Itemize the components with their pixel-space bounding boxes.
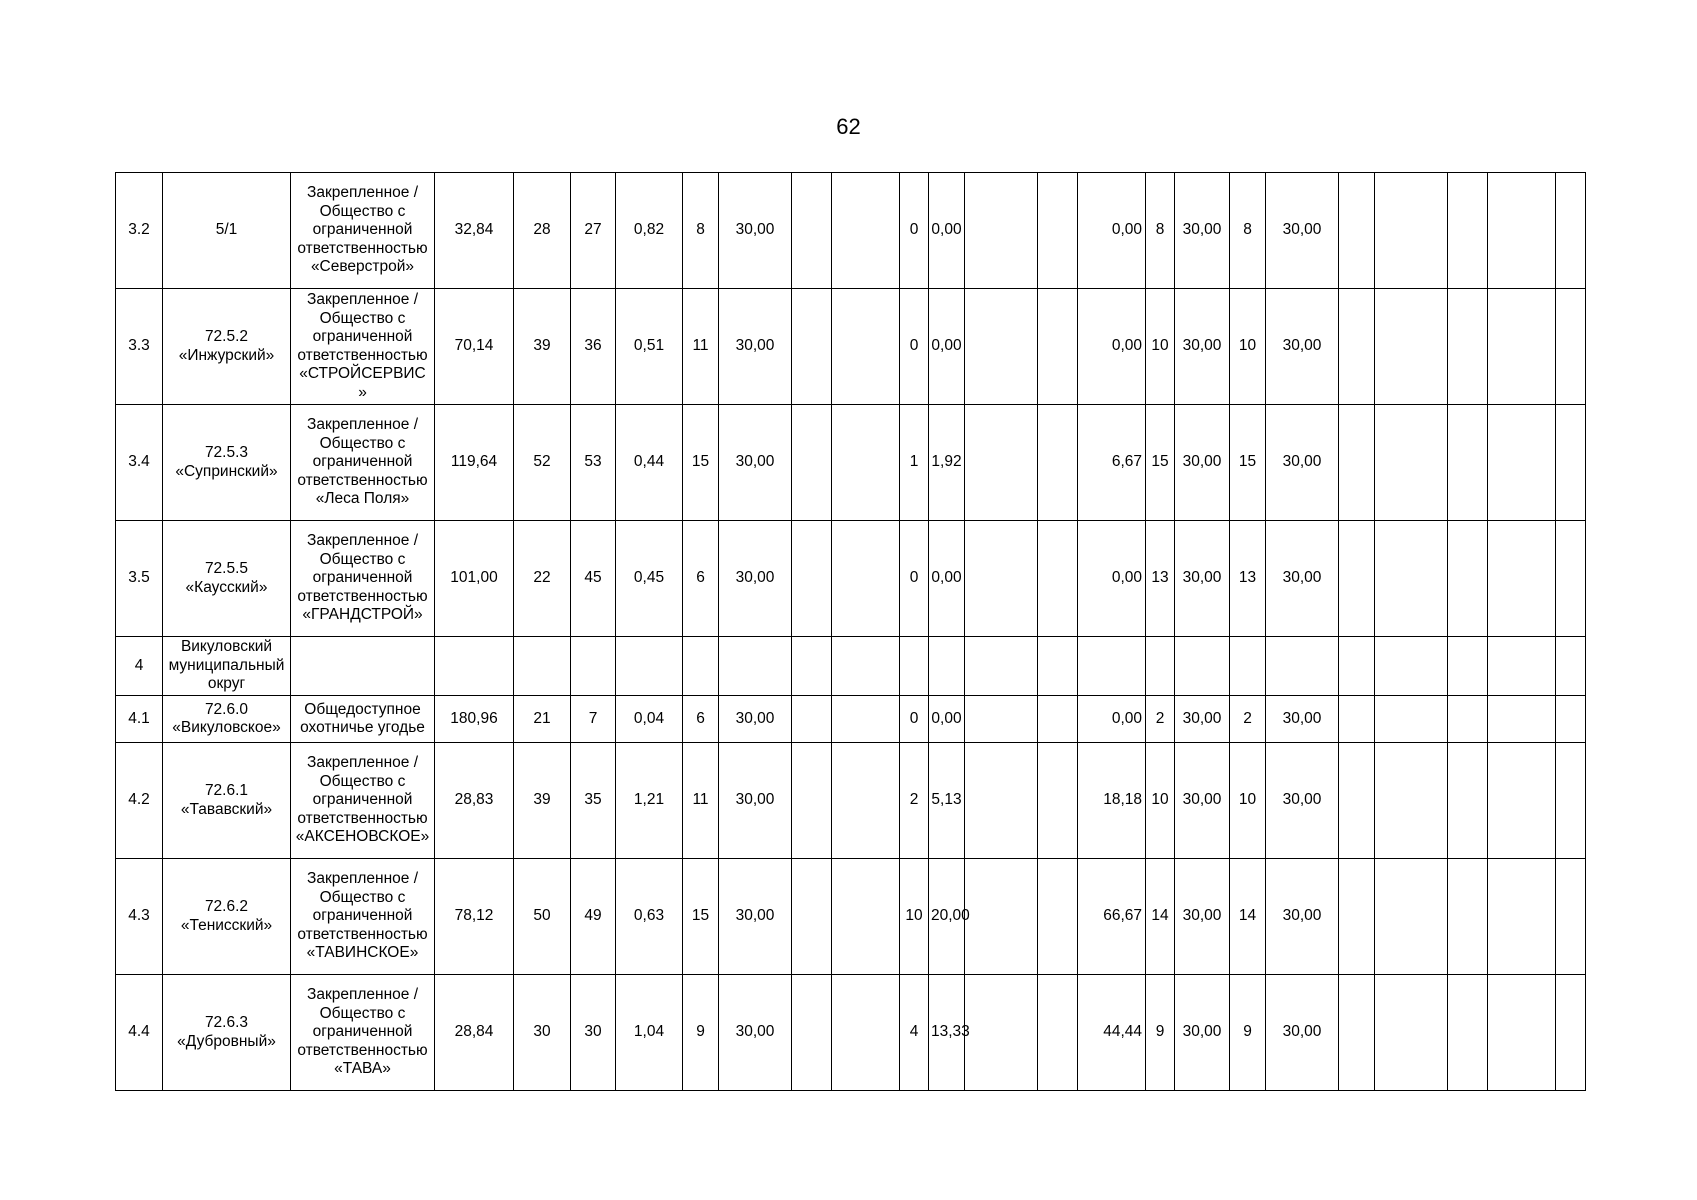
cell-col-9: 30,00 [719, 521, 792, 637]
cell-col-18: 30,00 [1175, 859, 1230, 975]
cell-col-20: 30,00 [1266, 521, 1339, 637]
table-row [116, 743, 1586, 859]
cell-col-9: 30,00 [719, 289, 792, 405]
cell-col-23 [1448, 975, 1488, 1091]
cell-col-6: 27 [571, 173, 616, 289]
cell-line: ограниченной [312, 1023, 413, 1041]
cell-col-12: 0 [900, 289, 929, 405]
cell-col-18: 30,00 [1175, 743, 1230, 859]
cell-col-23 [1448, 637, 1488, 696]
cell-col-7: 0,51 [616, 289, 683, 405]
cell-col-20: 30,00 [1266, 696, 1339, 743]
cell-line: 72.5.3 [204, 444, 249, 461]
cell-col-25 [1556, 696, 1586, 743]
cell-col-16: 0,00 [1078, 289, 1146, 405]
cell-line: Общество с [319, 772, 406, 790]
cell-col-17: 10 [1146, 289, 1175, 405]
cell-col-7: 0,45 [616, 521, 683, 637]
cell-col-11 [832, 405, 900, 521]
cell-col-23 [1448, 743, 1488, 859]
cell-col-22 [1375, 173, 1448, 289]
cell-col-16: 6,67 [1078, 405, 1146, 521]
cell-col-13: 1,92 [929, 405, 965, 521]
cell-col-8: 15 [683, 405, 719, 521]
cell-col-6: 30 [571, 975, 616, 1091]
cell-col-6 [571, 637, 616, 696]
cell-col-15 [1038, 289, 1078, 405]
cell-col-23 [1448, 405, 1488, 521]
row-number-cell: 4.4 [116, 975, 163, 1091]
cell-col-11 [832, 173, 900, 289]
cell-col-11 [832, 696, 900, 743]
ground-owner-cell [291, 975, 435, 1091]
cell-line: ограниченной [312, 569, 413, 587]
ground-owner-cell [291, 637, 435, 696]
cell-col-11 [832, 859, 900, 975]
cell-col-14 [965, 173, 1038, 289]
cell-col-9: 30,00 [719, 975, 792, 1091]
ground-name-cell [163, 637, 291, 696]
cell-col-24 [1488, 859, 1556, 975]
cell-col-8: 11 [683, 289, 719, 405]
cell-col-4: 28,84 [435, 975, 514, 1091]
cell-col-5 [514, 637, 571, 696]
cell-col-12: 0 [900, 696, 929, 743]
ground-owner-cell [291, 743, 435, 859]
cell-col-15 [1038, 405, 1078, 521]
cell-col-22 [1375, 975, 1448, 1091]
cell-line: ответственностью [297, 471, 428, 489]
cell-line: ответственностью [297, 925, 428, 943]
cell-col-18: 30,00 [1175, 696, 1230, 743]
cell-col-5: 50 [514, 859, 571, 975]
cell-col-10 [792, 173, 832, 289]
cell-col-16: 0,00 [1078, 696, 1146, 743]
cell-col-13: 5,13 [929, 743, 965, 859]
ground-name-cell [163, 859, 291, 975]
cell-line: ограниченной [312, 328, 413, 345]
cell-col-11 [832, 975, 900, 1091]
ground-owner-cell [291, 405, 435, 521]
cell-col-20: 30,00 [1266, 173, 1339, 289]
hunting-grounds-table [115, 172, 1586, 1091]
ground-name-cell [163, 521, 291, 637]
cell-line: Общедоступное [304, 700, 421, 718]
cell-col-6: 36 [571, 289, 616, 405]
table-row [116, 696, 1586, 743]
cell-col-17: 14 [1146, 859, 1175, 975]
cell-col-8: 8 [683, 173, 719, 289]
ground-owner-cell [291, 696, 435, 743]
cell-col-6: 53 [571, 405, 616, 521]
cell-col-21 [1339, 696, 1375, 743]
cell-col-24 [1488, 521, 1556, 637]
cell-col-4: 32,84 [435, 173, 514, 289]
cell-col-11 [832, 289, 900, 405]
cell-col-20: 30,00 [1266, 405, 1339, 521]
table-row [116, 637, 1586, 696]
cell-col-17: 15 [1146, 405, 1175, 521]
cell-col-23 [1448, 859, 1488, 975]
cell-col-14 [965, 405, 1038, 521]
cell-col-21 [1339, 289, 1375, 405]
cell-line: ограниченной [312, 791, 413, 809]
cell-col-4: 101,00 [435, 521, 514, 637]
table-row [116, 859, 1586, 975]
cell-col-24 [1488, 637, 1556, 696]
cell-line: Закрепленное / [306, 291, 419, 308]
cell-col-22 [1375, 696, 1448, 743]
cell-col-6: 45 [571, 521, 616, 637]
cell-col-15 [1038, 173, 1078, 289]
cell-col-14 [965, 521, 1038, 637]
cell-col-14 [965, 696, 1038, 743]
cell-col-25 [1556, 743, 1586, 859]
cell-line: «ГРАНДСТРОЙ» [302, 606, 423, 624]
cell-line: Закрепленное / [306, 532, 419, 550]
cell-col-25 [1556, 521, 1586, 637]
cell-col-10 [792, 696, 832, 743]
cell-line: Общество с [319, 309, 406, 327]
cell-col-23 [1448, 173, 1488, 289]
cell-col-24 [1488, 173, 1556, 289]
table-row [116, 975, 1586, 1091]
cell-col-5: 52 [514, 405, 571, 521]
cell-col-8: 15 [683, 859, 719, 975]
cell-col-24 [1488, 975, 1556, 1091]
table-row [116, 289, 1586, 405]
cell-col-17 [1146, 637, 1175, 696]
cell-col-19: 10 [1230, 743, 1266, 859]
cell-col-24 [1488, 405, 1556, 521]
cell-line: Общество с [319, 550, 406, 568]
cell-col-16: 66,67 [1078, 859, 1146, 975]
cell-line: «Каусский» [185, 578, 268, 596]
cell-col-21 [1339, 975, 1375, 1091]
cell-line: 72.6.1 [204, 782, 249, 799]
cell-col-9: 30,00 [719, 859, 792, 975]
cell-col-14 [965, 859, 1038, 975]
cell-col-18: 30,00 [1175, 975, 1230, 1091]
cell-col-13: 0,00 [929, 696, 965, 743]
cell-col-4: 78,12 [435, 859, 514, 975]
cell-col-7: 0,04 [616, 696, 683, 743]
cell-col-13: 0,00 [929, 289, 965, 405]
cell-line: «Дубровный» [177, 1032, 276, 1050]
cell-col-21 [1339, 743, 1375, 859]
row-number-cell: 4.1 [116, 696, 163, 743]
cell-col-17: 8 [1146, 173, 1175, 289]
cell-line: Закрепленное / [306, 416, 419, 434]
cell-col-18 [1175, 637, 1230, 696]
cell-line: ограниченной [312, 221, 413, 239]
cell-line: охотничье угодье [300, 719, 425, 736]
cell-col-10 [792, 975, 832, 1091]
cell-col-7: 0,44 [616, 405, 683, 521]
cell-line: 72.5.2 [204, 328, 249, 345]
cell-col-8: 11 [683, 743, 719, 859]
cell-col-8 [683, 637, 719, 696]
cell-col-9: 30,00 [719, 405, 792, 521]
cell-line: Викуловский [180, 638, 273, 656]
cell-col-15 [1038, 859, 1078, 975]
table-row [116, 405, 1586, 521]
table-row [116, 173, 1586, 289]
cell-col-12: 0 [900, 173, 929, 289]
cell-col-13: 13,33 [929, 975, 965, 1091]
cell-col-22 [1375, 521, 1448, 637]
cell-col-4 [435, 637, 514, 696]
cell-col-25 [1556, 289, 1586, 405]
cell-col-21 [1339, 521, 1375, 637]
cell-line: ограниченной [312, 453, 413, 471]
ground-name-cell [163, 975, 291, 1091]
ground-name-cell [163, 696, 291, 743]
table-row [116, 521, 1586, 637]
cell-col-12: 2 [900, 743, 929, 859]
cell-line: 72.5.5 [204, 560, 249, 577]
cell-col-5: 22 [514, 521, 571, 637]
cell-line: «АКСЕНОВСКОЕ» [295, 828, 430, 846]
cell-line: ответственностью [297, 239, 428, 257]
cell-col-10 [792, 521, 832, 637]
cell-line: Закрепленное / [306, 986, 419, 1004]
cell-col-23 [1448, 696, 1488, 743]
cell-col-17: 9 [1146, 975, 1175, 1091]
cell-line: «Тававский» [180, 800, 273, 818]
cell-col-19: 15 [1230, 405, 1266, 521]
cell-col-15 [1038, 975, 1078, 1091]
cell-line: «ТАВА» [334, 1060, 391, 1078]
cell-col-17: 13 [1146, 521, 1175, 637]
cell-col-10 [792, 859, 832, 975]
cell-col-7: 0,63 [616, 859, 683, 975]
cell-col-16: 18,18 [1078, 743, 1146, 859]
cell-col-9: 30,00 [719, 743, 792, 859]
ground-name-cell [163, 405, 291, 521]
cell-col-15 [1038, 521, 1078, 637]
cell-line: муниципальный [168, 656, 285, 674]
cell-col-12: 4 [900, 975, 929, 1091]
cell-col-19: 14 [1230, 859, 1266, 975]
cell-col-25 [1556, 637, 1586, 696]
ground-owner-cell [291, 521, 435, 637]
ground-name-cell [163, 289, 291, 405]
cell-col-18: 30,00 [1175, 173, 1230, 289]
cell-col-5: 39 [514, 743, 571, 859]
cell-col-12 [900, 637, 929, 696]
row-number-cell: 3.3 [116, 289, 163, 405]
cell-col-11 [832, 743, 900, 859]
row-number-cell: 4.2 [116, 743, 163, 859]
cell-col-12: 10 [900, 859, 929, 975]
cell-col-15 [1038, 696, 1078, 743]
cell-col-14 [965, 637, 1038, 696]
cell-col-25 [1556, 859, 1586, 975]
row-number-cell: 4.3 [116, 859, 163, 975]
cell-line: «Тенисский» [180, 916, 273, 934]
cell-col-20: 30,00 [1266, 975, 1339, 1091]
cell-col-19 [1230, 637, 1266, 696]
cell-line: 72.6.2 [204, 898, 249, 915]
cell-col-25 [1556, 405, 1586, 521]
cell-line: «Супринский» [175, 462, 278, 480]
cell-col-8: 6 [683, 521, 719, 637]
cell-col-17: 10 [1146, 743, 1175, 859]
cell-line: 72.6.3 [204, 1014, 249, 1031]
cell-col-20: 30,00 [1266, 743, 1339, 859]
cell-line: Закрепленное / [306, 870, 419, 888]
cell-col-11 [832, 521, 900, 637]
cell-col-15 [1038, 743, 1078, 859]
cell-line: Общество с [319, 434, 406, 452]
cell-col-13: 20,00 [929, 859, 965, 975]
cell-col-7: 1,04 [616, 975, 683, 1091]
cell-col-24 [1488, 289, 1556, 405]
cell-line: ответственностью [297, 346, 428, 364]
cell-col-8: 9 [683, 975, 719, 1091]
cell-col-9: 30,00 [719, 173, 792, 289]
row-number-cell: 3.5 [116, 521, 163, 637]
cell-col-5: 39 [514, 289, 571, 405]
cell-col-23 [1448, 289, 1488, 405]
cell-col-8: 6 [683, 696, 719, 743]
page-number: 62 [836, 114, 861, 139]
cell-col-4: 119,64 [435, 405, 514, 521]
cell-line: округ [207, 675, 246, 693]
cell-col-21 [1339, 173, 1375, 289]
cell-line: «Леса Поля» [315, 490, 410, 508]
cell-line: ответственностью [297, 809, 428, 827]
cell-col-4: 180,96 [435, 696, 514, 743]
cell-col-20: 30,00 [1266, 859, 1339, 975]
cell-col-14 [965, 975, 1038, 1091]
cell-col-19: 2 [1230, 696, 1266, 743]
row-number-cell: 3.4 [116, 405, 163, 521]
cell-line: Общество с [319, 888, 406, 906]
cell-col-19: 10 [1230, 289, 1266, 405]
ground-name-cell [163, 743, 291, 859]
cell-line: Закрепленное / [306, 754, 419, 772]
cell-col-5: 28 [514, 173, 571, 289]
cell-col-19: 8 [1230, 173, 1266, 289]
cell-line: Закрепленное / [306, 184, 419, 202]
cell-col-22 [1375, 637, 1448, 696]
cell-col-22 [1375, 405, 1448, 521]
cell-col-12: 1 [900, 405, 929, 521]
cell-col-4: 28,83 [435, 743, 514, 859]
cell-col-6: 49 [571, 859, 616, 975]
cell-col-7: 1,21 [616, 743, 683, 859]
cell-col-24 [1488, 743, 1556, 859]
cell-col-22 [1375, 859, 1448, 975]
cell-col-13: 0,00 [929, 521, 965, 637]
cell-col-11 [832, 637, 900, 696]
cell-line: «СТРОЙСЕРВИС [299, 365, 426, 382]
cell-col-22 [1375, 289, 1448, 405]
cell-col-20 [1266, 637, 1339, 696]
ground-owner-cell [291, 859, 435, 975]
cell-col-16 [1078, 637, 1146, 696]
cell-col-16: 0,00 [1078, 521, 1146, 637]
cell-col-24 [1488, 696, 1556, 743]
cell-line: «ТАВИНСКОЕ» [306, 944, 419, 962]
cell-col-16: 44,44 [1078, 975, 1146, 1091]
cell-col-10 [792, 289, 832, 405]
cell-line: 72.6.0 [204, 700, 249, 718]
cell-col-23 [1448, 521, 1488, 637]
cell-col-25 [1556, 975, 1586, 1091]
cell-col-18: 30,00 [1175, 405, 1230, 521]
cell-col-18: 30,00 [1175, 289, 1230, 405]
cell-line: Общество с [319, 202, 406, 220]
cell-col-20: 30,00 [1266, 289, 1339, 405]
cell-col-4: 70,14 [435, 289, 514, 405]
cell-line: 5/1 [215, 221, 238, 239]
cell-col-14 [965, 289, 1038, 405]
cell-col-19: 13 [1230, 521, 1266, 637]
row-number-cell: 3.2 [116, 173, 163, 289]
cell-col-5: 21 [514, 696, 571, 743]
cell-line: «Северстрой» [310, 258, 415, 276]
cell-col-17: 2 [1146, 696, 1175, 743]
ground-owner-cell [291, 289, 435, 405]
cell-col-18: 30,00 [1175, 521, 1230, 637]
cell-col-19: 9 [1230, 975, 1266, 1091]
cell-col-21 [1339, 405, 1375, 521]
cell-col-9: 30,00 [719, 696, 792, 743]
cell-col-13 [929, 637, 965, 696]
row-number-cell: 4 [116, 637, 163, 696]
cell-col-7: 0,82 [616, 173, 683, 289]
cell-col-7 [616, 637, 683, 696]
cell-col-16: 0,00 [1078, 173, 1146, 289]
cell-col-21 [1339, 859, 1375, 975]
cell-col-9 [719, 637, 792, 696]
cell-col-6: 35 [571, 743, 616, 859]
cell-col-14 [965, 743, 1038, 859]
cell-line: Общество с [319, 1004, 406, 1022]
cell-col-25 [1556, 173, 1586, 289]
cell-col-12: 0 [900, 521, 929, 637]
cell-col-10 [792, 743, 832, 859]
table-body [116, 173, 1586, 1091]
cell-col-5: 30 [514, 975, 571, 1091]
cell-line: ответственностью [297, 1041, 428, 1059]
cell-line: ограниченной [312, 907, 413, 925]
cell-line: ответственностью [297, 587, 428, 605]
cell-col-21 [1339, 637, 1375, 696]
cell-col-13: 0,00 [929, 173, 965, 289]
cell-col-22 [1375, 743, 1448, 859]
ground-owner-cell [291, 173, 435, 289]
cell-col-10 [792, 405, 832, 521]
ground-name-cell [163, 173, 291, 289]
cell-col-6: 7 [571, 696, 616, 743]
cell-line: «Инжурский» [178, 346, 275, 364]
cell-line: » [358, 383, 367, 401]
cell-col-15 [1038, 637, 1078, 696]
cell-col-10 [792, 637, 832, 696]
cell-line: «Викуловское» [172, 719, 281, 736]
